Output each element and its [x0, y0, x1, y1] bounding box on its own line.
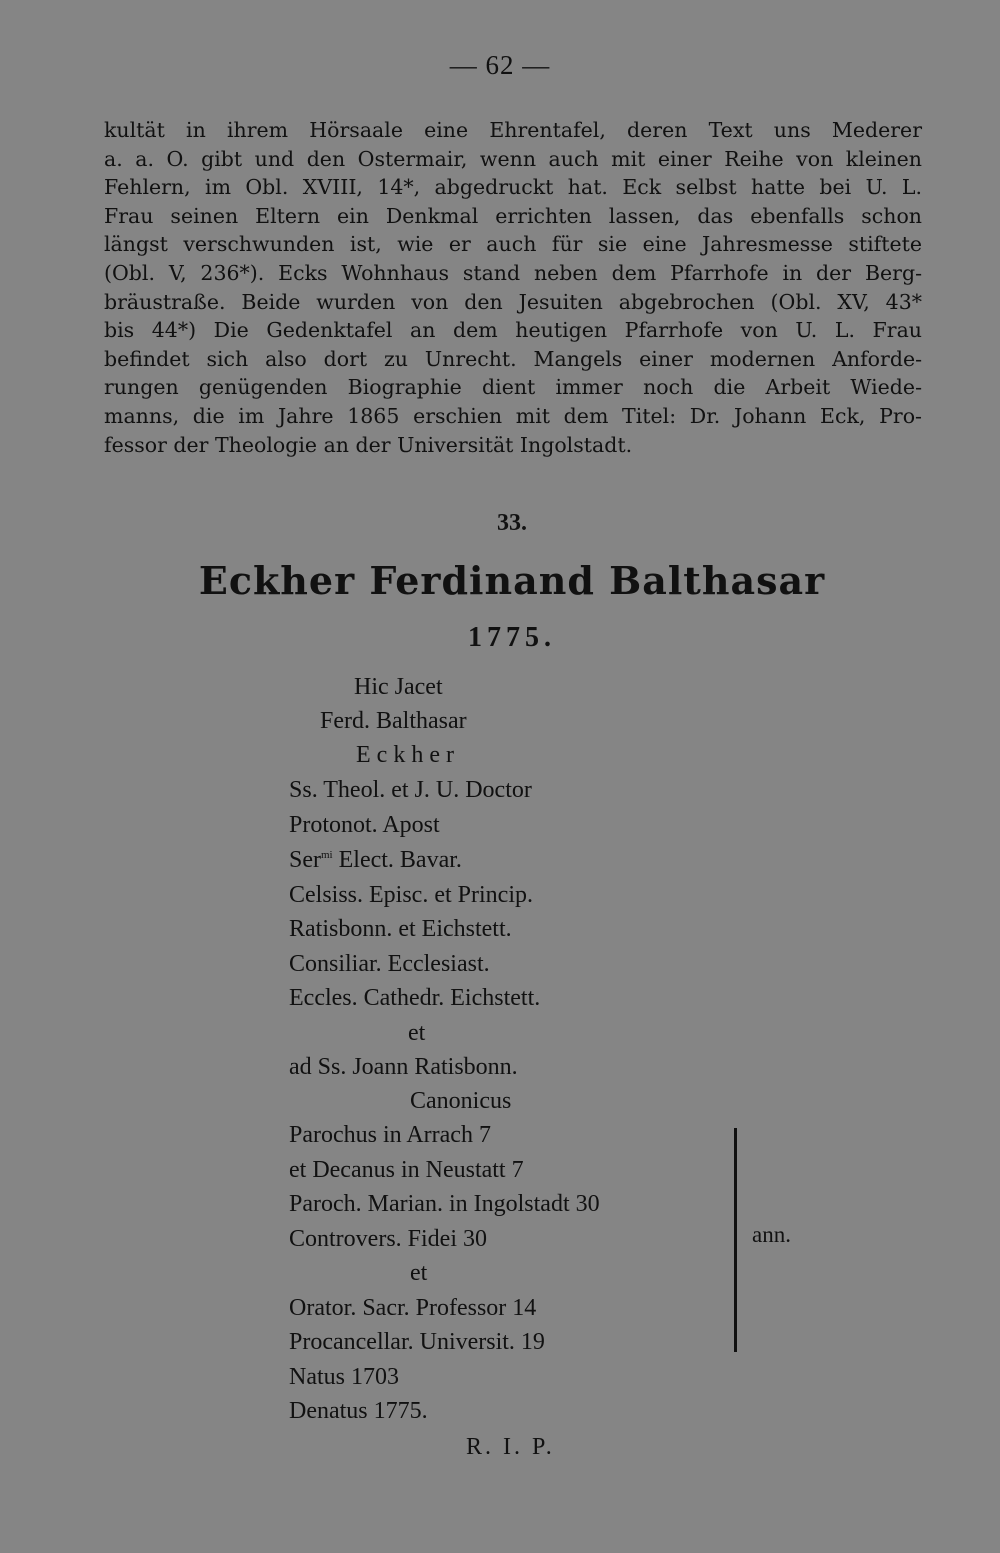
epitaph-line: Denatus 1775.	[289, 1398, 428, 1424]
epitaph-line: et	[410, 1260, 428, 1286]
epitaph-closing: R. I. P.	[466, 1434, 555, 1460]
page-number: — 62 —	[449, 50, 551, 80]
prose-line: manns, die im Jahre 1865 erschien mit dem Titel: Dr. Johann Eck, Pro-	[104, 403, 922, 428]
prose-line: längst verschwunden ist, wie er auch für sie eine Jahresmesse stiftete	[104, 232, 922, 257]
epitaph-line: Canonicus	[410, 1088, 512, 1114]
epitaph-line: Ss. Theol. et J. U. Doctor	[289, 777, 532, 803]
epitaph-line: Natus 1703	[289, 1364, 399, 1390]
epitaph-line: Ratisbonn. et Eichstett.	[289, 916, 512, 942]
entry-year: 1775.	[468, 622, 556, 653]
entry-number: 33.	[497, 510, 527, 536]
prose-line: kultät in ihrem Hörsaale eine Ehrentafel, deren Text uns Mederer	[104, 118, 922, 142]
prose-line: rungen genügenden Biographie dient immer noch die Arbeit Wiede-	[104, 375, 922, 400]
prose-line: Fehlern, im Obl. XVIII, 14*, abgedruckt hat. Eck selbst hatte bei U. L.	[104, 175, 922, 200]
prose-paragraph	[104, 116, 922, 459]
epitaph-line: et	[408, 1020, 426, 1046]
entry-heading: Eckher Ferdinand Balthasar	[198, 558, 826, 603]
prose-line: fessor der Theologie an der Universität Ingolstadt.	[104, 432, 633, 457]
epitaph-line: Consiliar. Ecclesiast.	[289, 951, 490, 977]
prose-line: Frau seinen Eltern ein Denkmal errichten lassen, das ebenfalls schon	[104, 203, 922, 228]
epitaph-line: Hic Jacet	[354, 674, 443, 700]
epitaph-line: Protonot. Apost	[289, 812, 440, 838]
prose-line: (Obl. V, 236*). Ecks Wohnhaus stand neben dem Pfarrhofe in der Berg-	[104, 260, 922, 285]
prose-line: bräustraße. Beide wurden von den Jesuiten abgebrochen (Obl. XV, 43*	[104, 289, 922, 314]
epitaph-line: Celsiss. Episc. et Princip.	[289, 882, 533, 908]
brace-divider	[734, 1128, 737, 1352]
prose-line: a. a. O. gibt und den Ostermair, wenn auch mit einer Reihe von kleinen	[104, 146, 922, 171]
epitaph-line: Orator. Sacr. Professor 14	[289, 1295, 537, 1321]
epitaph-line: Ser$^{mi}$ Elect. Bavar.	[289, 847, 462, 873]
prose-line: bis 44*) Die Gedenktafel an dem heutigen Pfarrhofe von U. L. Frau	[104, 318, 922, 343]
epitaph-line: Paroch. Marian. in Ingolstadt 30	[289, 1191, 600, 1217]
epitaph-line: E c k h e r	[356, 742, 454, 768]
epitaph-line: Parochus in Arrach 7	[289, 1122, 491, 1148]
prose-line: befindet sich also dort zu Unrecht. Mangels einer modernen Anforde-	[104, 346, 922, 371]
epitaph-line: Procancellar. Universit. 19	[289, 1329, 545, 1355]
brace-label: ann.	[752, 1222, 791, 1247]
epitaph-line: Controvers. Fidei 30	[289, 1226, 487, 1252]
epitaph-line: ad Ss. Joann Ratisbonn.	[289, 1054, 518, 1080]
epitaph-line: Ferd. Balthasar	[320, 708, 467, 734]
epitaph-line: Eccles. Cathedr. Eichstett.	[289, 985, 541, 1011]
epitaph-line: et Decanus in Neustatt 7	[289, 1157, 524, 1183]
